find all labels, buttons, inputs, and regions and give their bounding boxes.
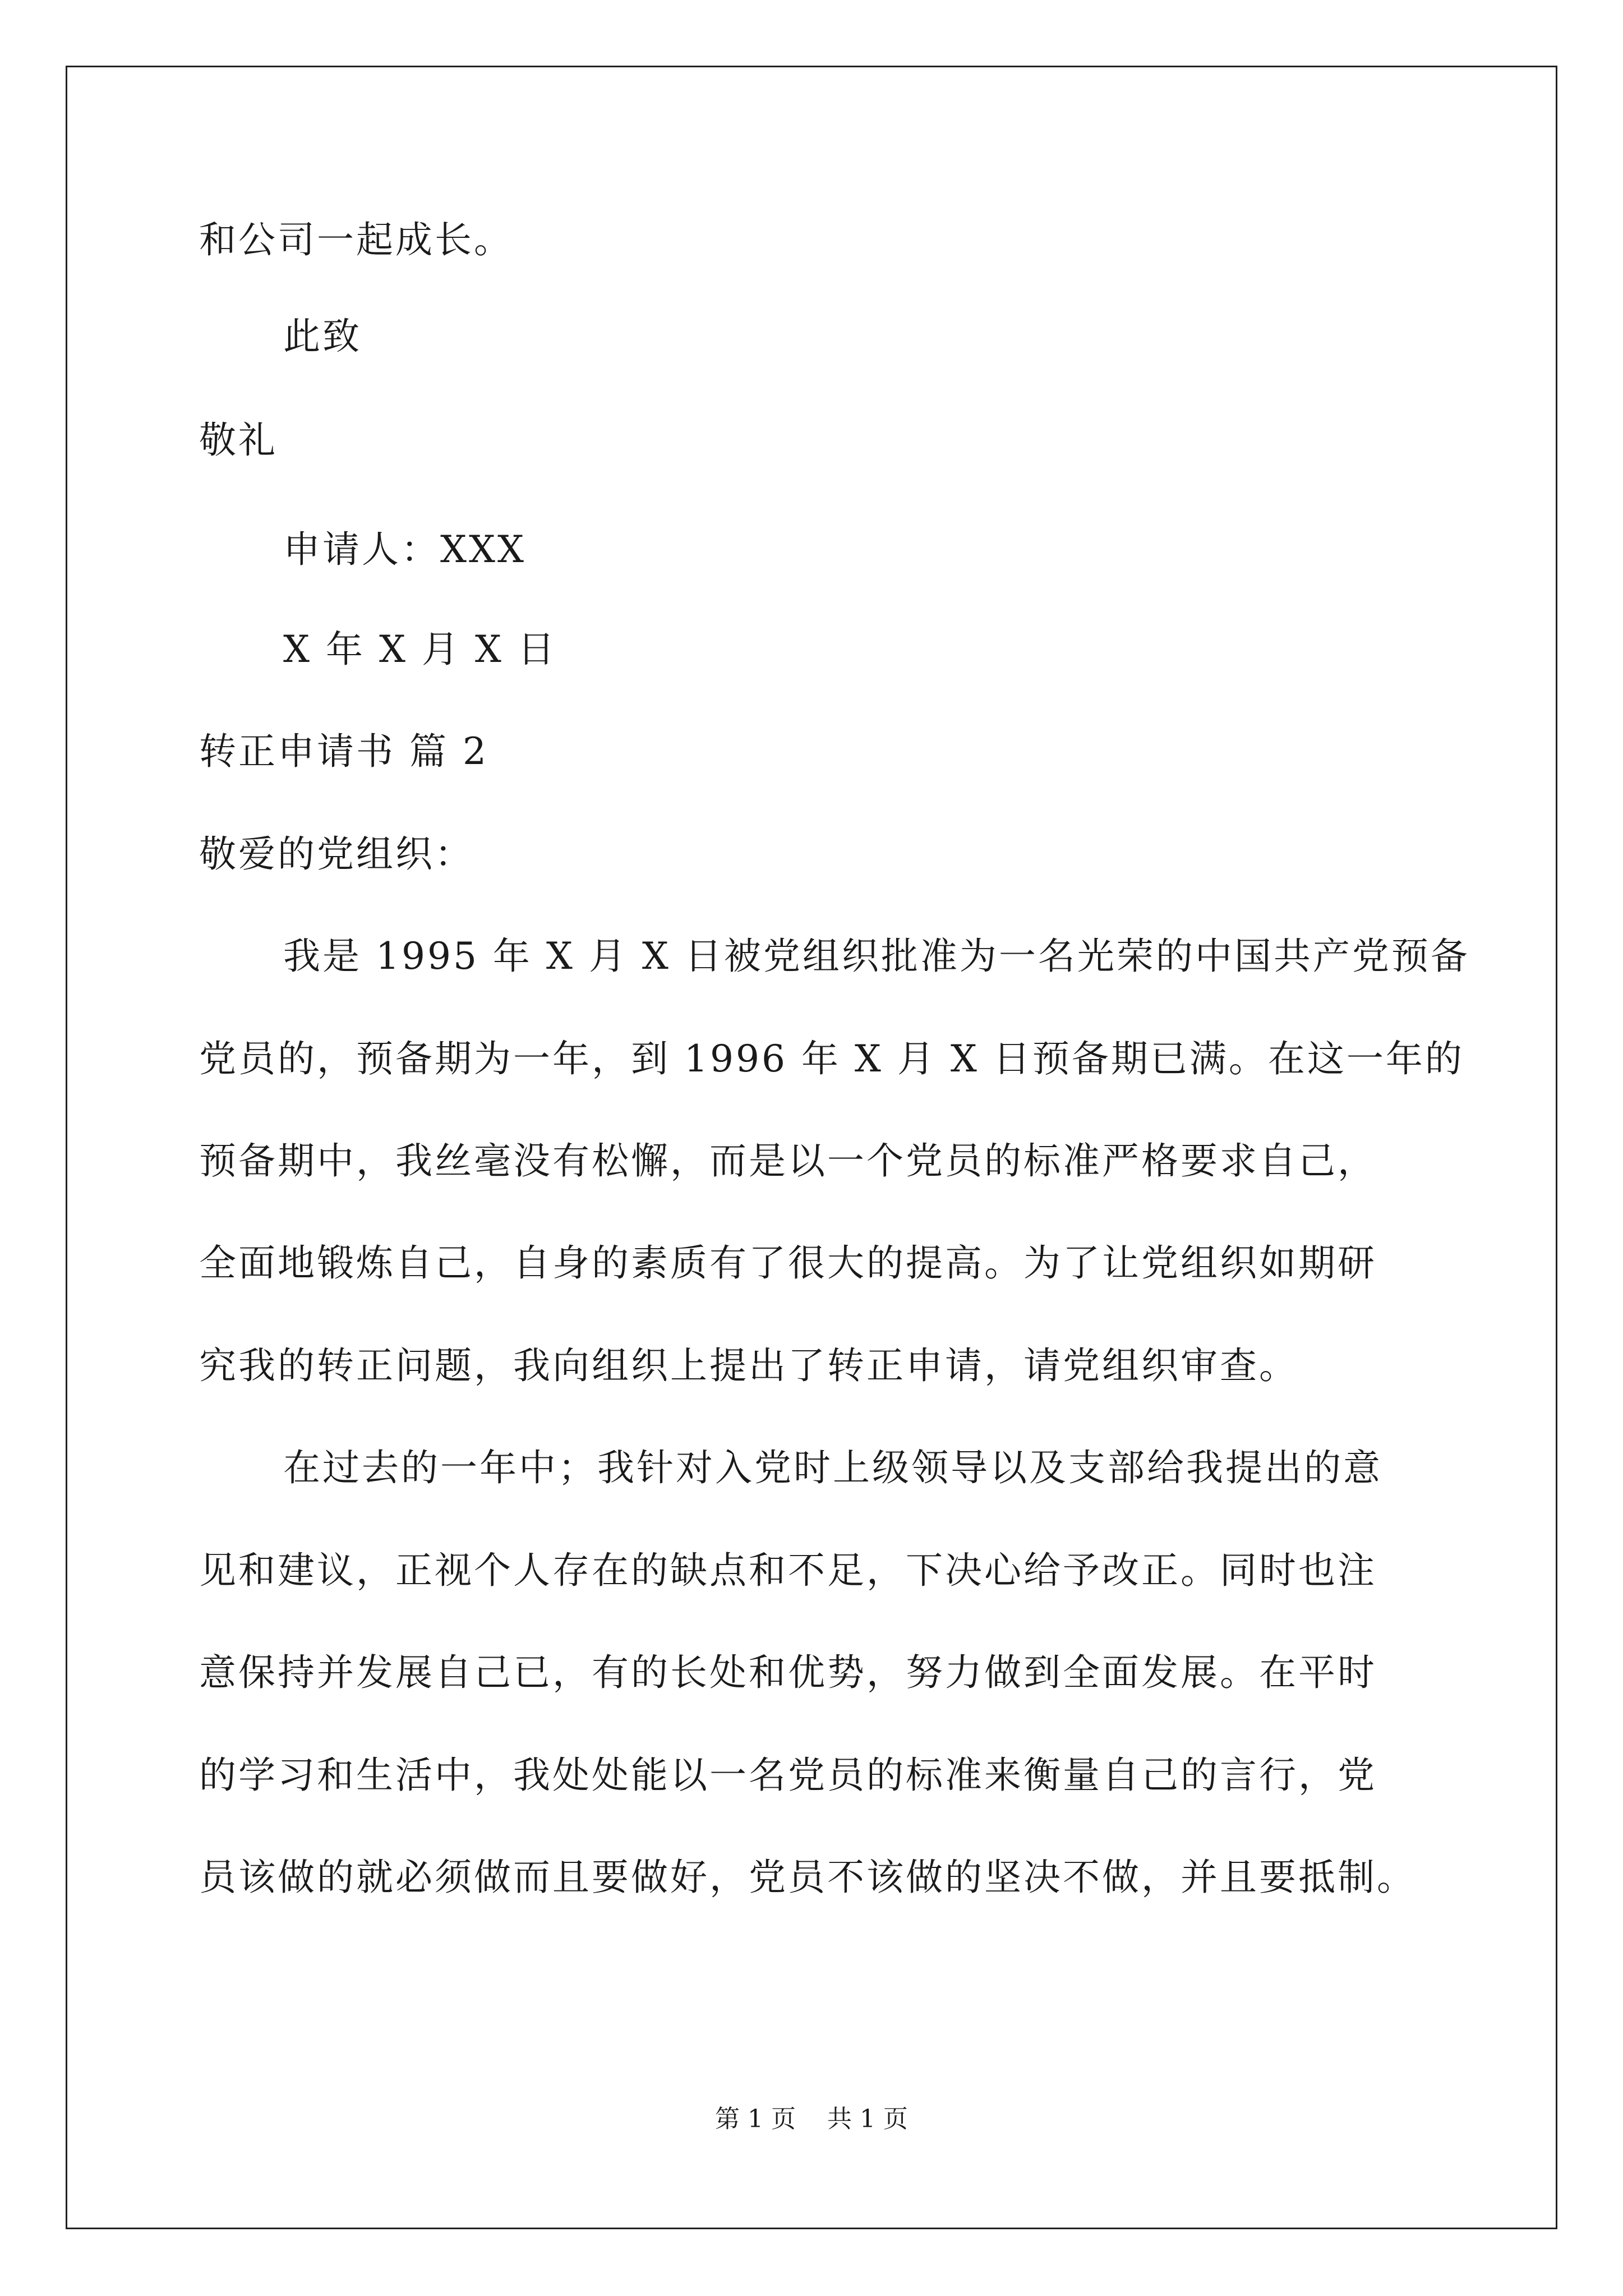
paragraph2-line: 的学习和生活中，我处处能以一名党员的标准来衡量自己的言行，党 [199,1754,1377,1797]
applicant-signature: 申请人：XXX [283,528,526,571]
signature-date: X 年 X 月 X 日 [283,628,557,671]
greeting: 敬爱的党组织： [199,832,474,876]
paragraph2-line: 在过去的一年中；我针对入党时上级领导以及支部给我提出的意 [283,1446,1382,1489]
closing-line: 和公司一起成长。 [199,218,513,261]
regards: 敬礼 [199,418,278,462]
paragraph2-line: 见和建议，正视个人存在的缺点和不足，下决心给予改正。同时也注 [199,1549,1377,1592]
section-heading: 转正申请书 篇 2 [199,730,488,773]
paragraph1-line: 我是 1995 年 X 月 X 日被党组织批准为一名光荣的中国共产党预备 [283,935,1470,978]
paragraph1-line: 预备期中，我丝毫没有松懈，而是以一个党员的标准严格要求自己， [199,1139,1377,1182]
paragraph1-line: 党员的，预备期为一年，到 1996 年 X 月 X 日预备期已满。在这一年的 [199,1037,1464,1080]
paragraph2-line: 员该做的就必须做而且要做好，党员不该做的坚决不做，并且要抵制。 [199,1856,1416,1899]
paragraph1-line: 究我的转正问题，我向组织上提出了转正申请，请党组织审查。 [199,1344,1298,1387]
salutation: 此致 [283,315,362,358]
page-footer: 第 1 页 共 1 页 [715,2105,908,2133]
paragraph2-line: 意保持并发展自己已，有的长处和优势，努力做到全面发展。在平时 [199,1651,1377,1694]
paragraph1-line: 全面地锻炼自己，自身的素质有了很大的提高。为了让党组织如期研 [199,1241,1377,1285]
